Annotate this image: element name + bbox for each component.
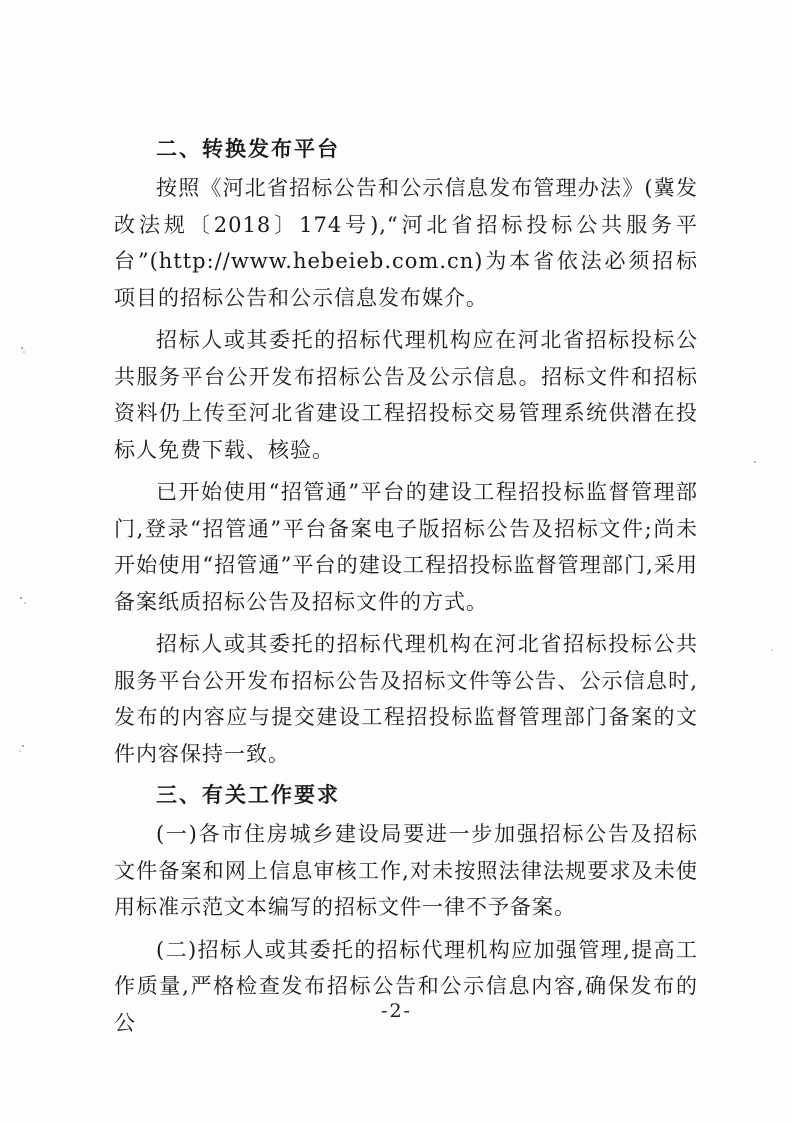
page-number: -2- [381,1000,412,1022]
paragraph-consistency: 招标人或其委托的招标代理机构在河北省招标投标公共服务平台公开发布招标公告及招标文件等公告、公示信息时,发布的内容应与提交建设工程招投标监督管理部门备案的文件内容保持一致。 [114,632,698,766]
paragraph-requirement-one: (一)各市住房城乡建设局要进一步加强招标公告及招标文件备案和网上信息审核工作,对未按照法律法规要求及未使用标准示范文本编写的招标文件一律不予备案。 [114,822,698,919]
document-body [114,128,698,1041]
section-heading-platform: 二、转换发布平台 [156,137,340,161]
paragraph-publish-requirement: 招标人或其委托的招标代理机构应在河北省招标投标公共服务平台公开发布招标公告及公示信息。招标文件和招标资料仍上传至河北省建设工程招投标交易管理系统供潜在投标人免费下载、核验。 [114,328,698,462]
paragraph-requirement-two: (二)招标人或其委托的招标代理机构应加强管理,提高工作质量,严格检查发布招标公告和公示信息内容,确保发布的公 [114,937,698,1035]
section-heading-requirements: 三、有关工作要求 [156,783,340,807]
paragraph-zhaoguantong: 已开始使用“招管通”平台的建设工程招投标监督管理部门,登录“招管通”平台备案电子版招标公告及招标文件;尚未开始使用“招管通”平台的建设工程招投标监督管理部门,采用备案纸质招标公告及招标文件的方式。 [114,480,698,614]
paragraph-regulation: 按照《河北省招标公告和公示信息发布管理办法》(冀发改法规〔2018〕174号),“河北省招标投标公共服务平台”(http://www.hebeieb.com.cn)为本省依法必须招标项目的招标公告和公示信息发布媒介。 [114,176,698,310]
